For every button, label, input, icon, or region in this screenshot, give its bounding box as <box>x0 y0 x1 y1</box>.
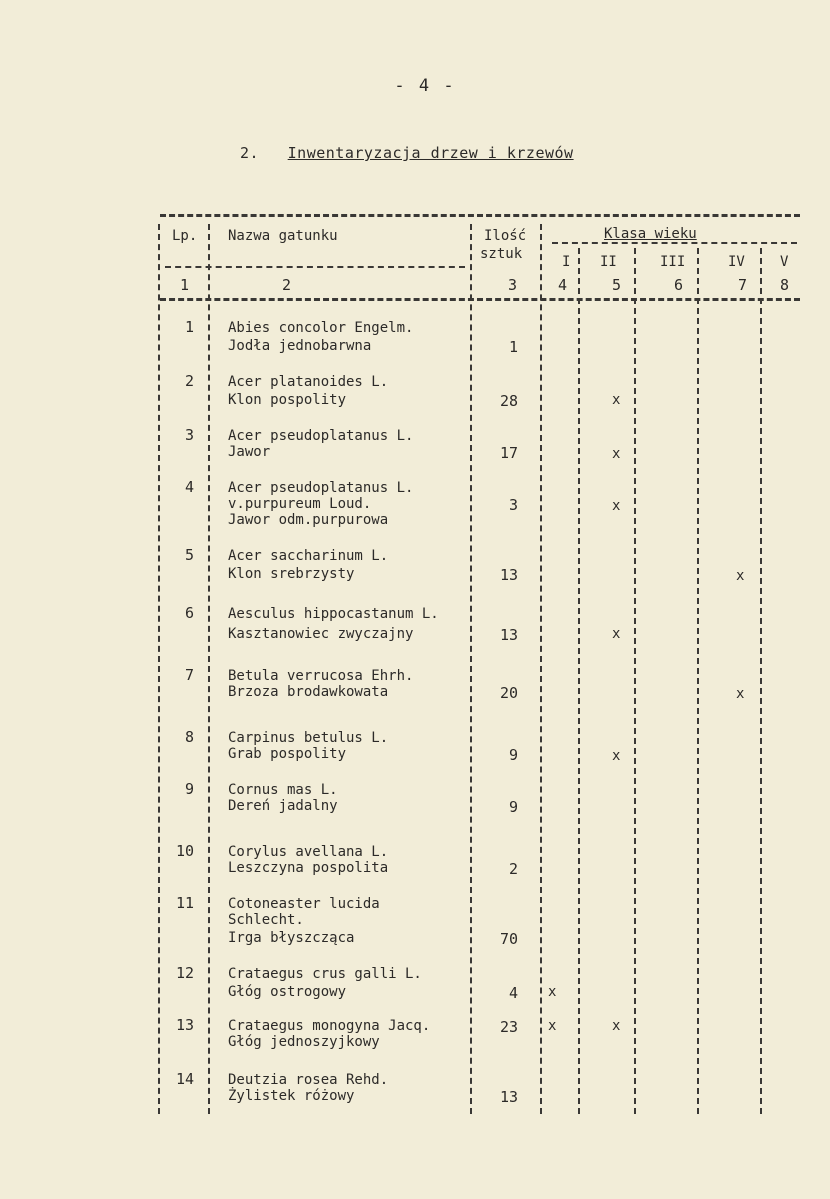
header-lp: Lp. <box>172 228 198 244</box>
row-latin-name: Acer pseudoplatanus L. <box>228 480 414 496</box>
row-latin-name: Acer saccharinum L. <box>228 548 389 564</box>
row-polish-name: Klon pospolity <box>228 392 347 408</box>
class-mark: x <box>612 626 621 642</box>
row-polish-name: Kasztanowiec zwyczajny <box>228 626 414 642</box>
page-number: - 4 - <box>394 76 456 96</box>
class-mark: x <box>612 498 621 514</box>
row-quantity: 13 <box>499 566 518 584</box>
row-quantity: 28 <box>499 392 518 410</box>
class-mark: x <box>548 1018 557 1034</box>
class-mark: x <box>612 446 621 462</box>
col-number-3: 3 <box>508 276 518 294</box>
table-row <box>0 372 830 430</box>
row-lp: 14 <box>175 1070 194 1088</box>
row-variety: v.purpureum Loud. <box>228 496 372 512</box>
row-polish-name: Dereń jadalny <box>228 798 338 814</box>
row-polish-name: Żylistek różowy <box>228 1088 355 1104</box>
header-name: Nazwa gatunku <box>228 228 338 244</box>
row-quantity: 13 <box>499 626 518 644</box>
row-polish-name: Jodła jednobarwna <box>228 338 372 354</box>
row-polish-name: Irga błyszcząca <box>228 930 355 946</box>
table-row <box>0 546 830 604</box>
row-latin-name: Abies concolor Engelm. <box>228 320 414 336</box>
header-age-class: Klasa wieku <box>604 226 697 242</box>
section-number: 2. <box>240 144 260 162</box>
col-number-2: 2 <box>282 276 292 294</box>
row-quantity: 1 <box>508 338 518 356</box>
row-latin-name: Cotoneaster lucida <box>228 896 380 912</box>
row-quantity: 70 <box>499 930 518 948</box>
row-latin-name: Aesculus hippocastanum L. <box>228 606 439 622</box>
row-latin-name: Corylus avellana L. <box>228 844 389 860</box>
row-latin-name: Betula verrucosa Ehrh. <box>228 668 414 684</box>
table-row <box>0 426 830 484</box>
section-heading: Inwentaryzacja drzew i krzewów <box>287 144 574 162</box>
row-quantity: 17 <box>499 444 518 462</box>
col-number-7: 7 <box>738 276 748 294</box>
row-quantity: 2 <box>508 860 518 878</box>
row-lp: 13 <box>175 1016 194 1034</box>
header-class-iii: III <box>660 254 686 270</box>
row-quantity: 3 <box>508 496 518 514</box>
header-class-i: I <box>562 254 571 270</box>
row-lp: 6 <box>184 604 194 622</box>
row-latin-name: Deutzia rosea Rehd. <box>228 1072 389 1088</box>
class-mark: x <box>612 1018 621 1034</box>
row-lp: 1 <box>184 318 194 336</box>
class-mark: x <box>736 686 745 702</box>
class-mark: x <box>736 568 745 584</box>
row-lp: 4 <box>184 478 194 496</box>
section-title <box>240 144 574 162</box>
col-number-8: 8 <box>780 276 790 294</box>
class-mark: x <box>612 748 621 764</box>
table-row <box>0 728 830 786</box>
header-qty-line1: Ilość <box>484 228 527 244</box>
row-latin-name: Crataegus monogyna Jacq. <box>228 1018 431 1034</box>
table-row <box>0 1070 830 1128</box>
row-polish-name: Grab pospolity <box>228 746 347 762</box>
table-top-rule <box>160 214 800 217</box>
row-author: Schlecht. <box>228 912 304 928</box>
class-mark: x <box>612 392 621 408</box>
table-row <box>0 964 830 1022</box>
header-qty-line2: sztuk <box>480 246 523 262</box>
row-quantity: 13 <box>499 1088 518 1106</box>
row-latin-name: Acer pseudoplatanus L. <box>228 428 414 444</box>
header-class-v: V <box>780 254 789 270</box>
row-latin-name: Crataegus crus galli L. <box>228 966 422 982</box>
table-row <box>0 780 830 838</box>
row-quantity: 4 <box>508 984 518 1002</box>
table-row <box>0 478 830 536</box>
table-row <box>0 894 830 952</box>
row-lp: 2 <box>184 372 194 390</box>
row-lp: 7 <box>184 666 194 684</box>
col-number-5: 5 <box>612 276 622 294</box>
row-latin-name: Acer platanoides L. <box>228 374 389 390</box>
table-row <box>0 604 830 662</box>
row-polish-name: Leszczyna pospolita <box>228 860 389 876</box>
table-row <box>0 318 830 376</box>
row-polish-name: Jawor <box>228 444 271 460</box>
class-mark: x <box>548 984 557 1000</box>
col-number-4: 4 <box>558 276 568 294</box>
header-class-iv: IV <box>728 254 745 270</box>
row-quantity: 23 <box>499 1018 518 1036</box>
age-class-rule <box>552 242 797 244</box>
header-class-ii: II <box>600 254 617 270</box>
row-lp: 3 <box>184 426 194 444</box>
header-rule <box>165 266 465 268</box>
row-lp: 12 <box>175 964 194 982</box>
row-polish-name: Głóg jednoszyjkowy <box>228 1034 380 1050</box>
row-polish-name: Jawor odm.purpurowa <box>228 512 389 528</box>
table-row <box>0 842 830 900</box>
column-number-rule <box>160 298 800 301</box>
row-polish-name: Brzoza brodawkowata <box>228 684 389 700</box>
row-lp: 8 <box>184 728 194 746</box>
row-lp: 5 <box>184 546 194 564</box>
row-polish-name: Głóg ostrogowy <box>228 984 347 1000</box>
row-quantity: 9 <box>508 746 518 764</box>
row-latin-name: Carpinus betulus L. <box>228 730 389 746</box>
table-row <box>0 1016 830 1074</box>
col-number-1: 1 <box>180 276 190 294</box>
table-row <box>0 666 830 724</box>
col-number-6: 6 <box>674 276 684 294</box>
row-polish-name: Klon srebrzysty <box>228 566 355 582</box>
row-lp: 9 <box>184 780 194 798</box>
row-quantity: 9 <box>508 798 518 816</box>
row-latin-name: Cornus mas L. <box>228 782 338 798</box>
row-lp: 11 <box>175 894 194 912</box>
row-lp: 10 <box>175 842 194 860</box>
row-quantity: 20 <box>499 684 518 702</box>
